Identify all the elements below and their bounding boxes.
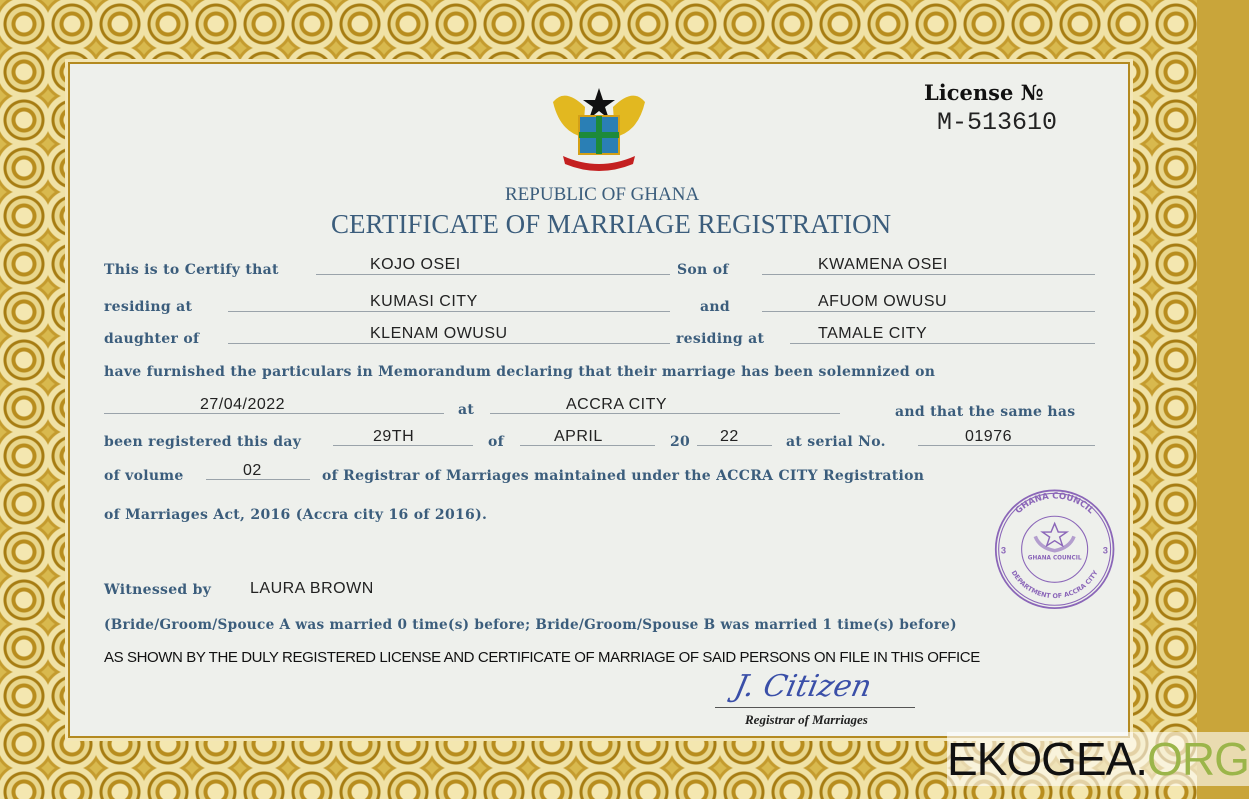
stamp-number-left: 3 bbox=[1000, 545, 1007, 556]
bride-residence: TAMALE CITY bbox=[818, 325, 928, 342]
serial-label: at serial No. bbox=[786, 434, 886, 450]
particulars-text: have furnished the particulars in Memorandum declaring that their marriage has been solemnized on bbox=[104, 364, 936, 380]
marriage-place: ACCRA CITY bbox=[566, 396, 668, 413]
daughter-of-label: daughter of bbox=[104, 331, 200, 347]
official-stamp bbox=[992, 489, 1118, 611]
marriage-date: 27/04/2022 bbox=[200, 396, 286, 413]
residing-label: residing at bbox=[104, 299, 193, 315]
license-number: M-513610 bbox=[937, 108, 1058, 137]
watermark-part1: EKOGEA. bbox=[947, 733, 1148, 785]
groom-father: KWAMENA OSEI bbox=[818, 256, 948, 273]
and-label: and bbox=[700, 299, 730, 315]
registrar-line: of Registrar of Marriages maintained under the ACCRA CITY Registration bbox=[322, 468, 925, 484]
stamp-top-text: GHANA COUNCIL bbox=[1013, 491, 1096, 517]
bride-parent: KLENAM OWUSU bbox=[370, 325, 508, 342]
stamp-inner-text: DEPARTMENT OF ACCRA CITY bbox=[1009, 569, 1100, 601]
coat-of-arms-emblem bbox=[545, 82, 653, 174]
act-line: of Marriages Act, 2016 (Accra city 16 of 2016). bbox=[104, 507, 488, 523]
stamp-bottom-text: GHANA COUNCIL bbox=[1027, 555, 1082, 562]
volume-label: of volume bbox=[104, 468, 184, 484]
groom-residence: KUMASI CITY bbox=[370, 293, 478, 310]
svg-text:GHANA COUNCIL bbox=[1014, 492, 1096, 517]
witnessed-label: Witnessed by bbox=[104, 582, 212, 598]
at-label: at bbox=[458, 402, 475, 418]
volume-number: 02 bbox=[243, 462, 262, 479]
son-of-label: Son of bbox=[677, 262, 729, 278]
shown-text: AS SHOWN BY THE DULY REGISTERED LICENSE AND CERTIFICATE OF MARRIAGE OF SAID PERSONS ON FILE IN THIS OFFICE bbox=[104, 649, 980, 666]
same-has-label: and that the same has bbox=[895, 404, 1076, 420]
registered-label: been registered this day bbox=[104, 434, 302, 450]
residing-label-2: residing at bbox=[676, 331, 765, 347]
year-prefix: 20 bbox=[670, 434, 691, 450]
stamp-number-right: 3 bbox=[1102, 545, 1108, 556]
watermark bbox=[947, 732, 1249, 786]
registration-day: 29TH bbox=[373, 428, 415, 445]
country-title: REPUBLIC OF GHANA bbox=[505, 184, 700, 205]
married-before-text: (Bride/Groom/Spouce A was married 0 time(s) before; Bride/Groom/Spouse B was married 1 time(s) before) bbox=[104, 617, 957, 633]
license-label: License № bbox=[924, 80, 1044, 105]
serial-number: 01976 bbox=[965, 428, 1012, 445]
registration-month: APRIL bbox=[554, 428, 603, 445]
witness-name: LAURA BROWN bbox=[250, 580, 374, 597]
of-label: of bbox=[488, 434, 504, 450]
certify-label: This is to Certify that bbox=[104, 262, 279, 278]
certificate-title: CERTIFICATE OF MARRIAGE REGISTRATION bbox=[331, 209, 892, 239]
registration-year: 22 bbox=[720, 428, 739, 445]
registrar-label: Registrar of Marriages bbox=[745, 712, 868, 727]
watermark-part2: ORG bbox=[1147, 733, 1249, 785]
bride-name: AFUOM OWUSU bbox=[818, 293, 948, 310]
groom-name: KOJO OSEI bbox=[370, 256, 461, 273]
registrar-signature: J. Citizen bbox=[731, 669, 875, 704]
